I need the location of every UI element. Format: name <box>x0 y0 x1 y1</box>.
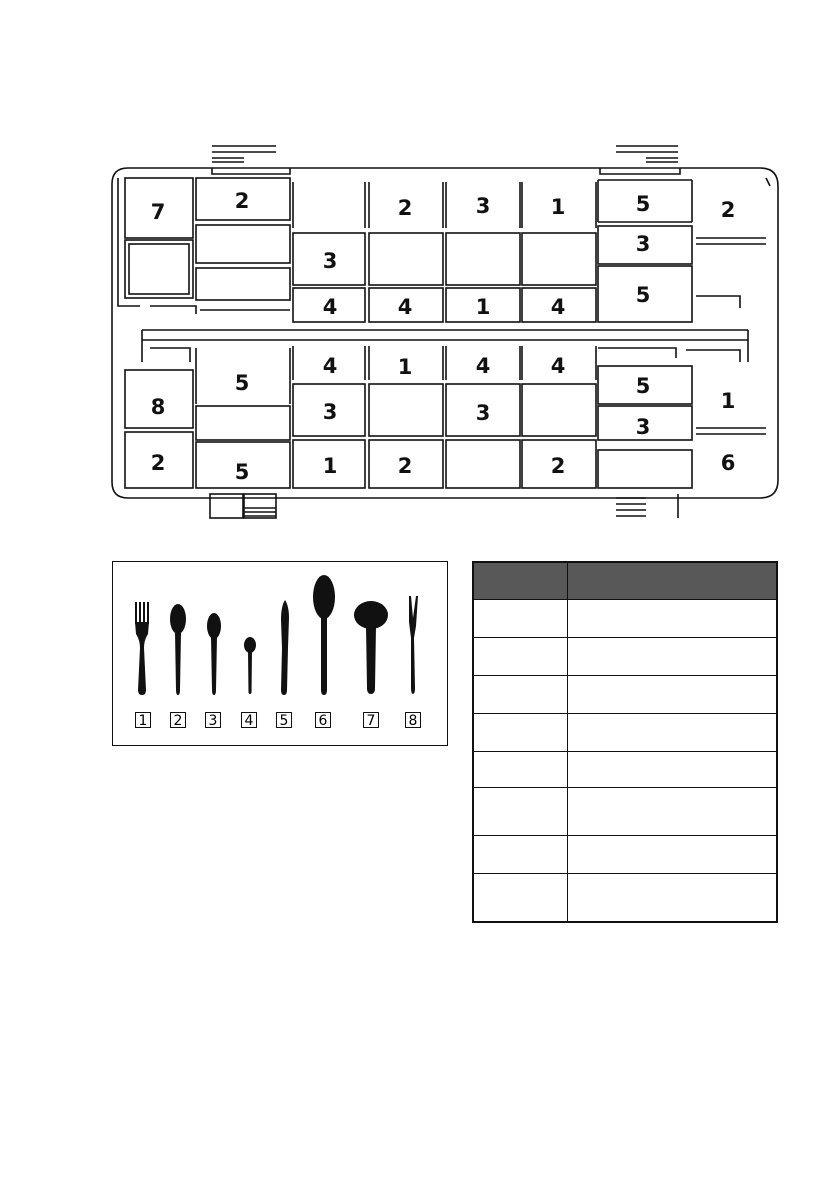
cell-number: 3 <box>635 415 651 439</box>
cell-number: 2 <box>550 454 566 478</box>
cell-number: 2 <box>234 189 250 213</box>
table-row <box>473 676 777 714</box>
cell-number: 4 <box>322 295 338 319</box>
cell-number: 1 <box>550 195 566 219</box>
cell-number: 2 <box>397 196 413 220</box>
cell-number: 5 <box>635 374 651 398</box>
table-row <box>473 836 777 874</box>
table-cell <box>568 752 778 788</box>
legend-number: 3 <box>205 712 221 728</box>
cell-number: 3 <box>635 232 651 256</box>
serving-spoon-icon <box>313 575 335 695</box>
table-cell <box>473 752 568 788</box>
table-cell <box>568 714 778 752</box>
dessert-spoon-icon <box>207 613 221 695</box>
teaspoon-icon <box>244 637 256 694</box>
table-cell <box>473 714 568 752</box>
legend-number: 1 <box>135 712 151 728</box>
table-cell <box>568 638 778 676</box>
table-cell <box>568 874 778 922</box>
cell-number: 5 <box>635 283 651 307</box>
cell-number: 2 <box>397 454 413 478</box>
table-cell <box>473 788 568 836</box>
table-row <box>473 788 777 836</box>
cell-number: 2 <box>720 198 736 222</box>
legend-number: 5 <box>276 712 292 728</box>
cell-number: 4 <box>550 354 566 378</box>
meat-fork-icon <box>409 596 418 694</box>
legend-number: 7 <box>363 712 379 728</box>
cell-number: 2 <box>150 451 166 475</box>
table-cell <box>473 676 568 714</box>
tablespoon-icon <box>170 604 186 695</box>
table-header-cell <box>568 562 778 600</box>
table-cell <box>568 600 778 638</box>
cell-number: 1 <box>397 355 413 379</box>
table-header-cell <box>473 562 568 600</box>
cell-number: 3 <box>475 194 491 218</box>
table-cell <box>568 788 778 836</box>
legend-number: 4 <box>241 712 257 728</box>
cell-number: 4 <box>475 354 491 378</box>
fork-icon <box>135 602 149 695</box>
cell-number: 5 <box>234 460 250 484</box>
cell-number: 4 <box>322 354 338 378</box>
legend-number: 2 <box>170 712 186 728</box>
cell-number: 5 <box>635 192 651 216</box>
cell-number: 3 <box>322 249 338 273</box>
table-cell <box>473 874 568 922</box>
table-row <box>473 600 777 638</box>
table-row <box>473 752 777 788</box>
table-row <box>473 714 777 752</box>
cell-number: 3 <box>322 400 338 424</box>
knife-icon <box>281 600 289 695</box>
cell-number: 5 <box>234 371 250 395</box>
cell-number: 8 <box>150 395 166 419</box>
cell-number: 4 <box>397 295 413 319</box>
table-cell <box>568 836 778 874</box>
table-cell <box>473 638 568 676</box>
tray-outline <box>112 168 778 498</box>
legend-number: 8 <box>405 712 421 728</box>
cutlery-legend <box>112 561 448 746</box>
cell-number: 7 <box>150 200 166 224</box>
cell-number: 3 <box>475 401 491 425</box>
ladle-icon <box>354 601 388 694</box>
table-cell <box>473 600 568 638</box>
table-cell <box>568 676 778 714</box>
table-header-row <box>473 562 777 600</box>
table-row <box>473 874 777 922</box>
cell-number: 1 <box>720 389 736 413</box>
cell-number: 4 <box>550 295 566 319</box>
cutlery-table <box>472 561 778 923</box>
legend-number: 6 <box>315 712 331 728</box>
table-cell <box>473 836 568 874</box>
cell-number: 1 <box>475 295 491 319</box>
cell-number: 6 <box>720 451 736 475</box>
table-row <box>473 638 777 676</box>
cell-number: 1 <box>322 454 338 478</box>
cutlery-tray-diagram <box>0 0 840 540</box>
